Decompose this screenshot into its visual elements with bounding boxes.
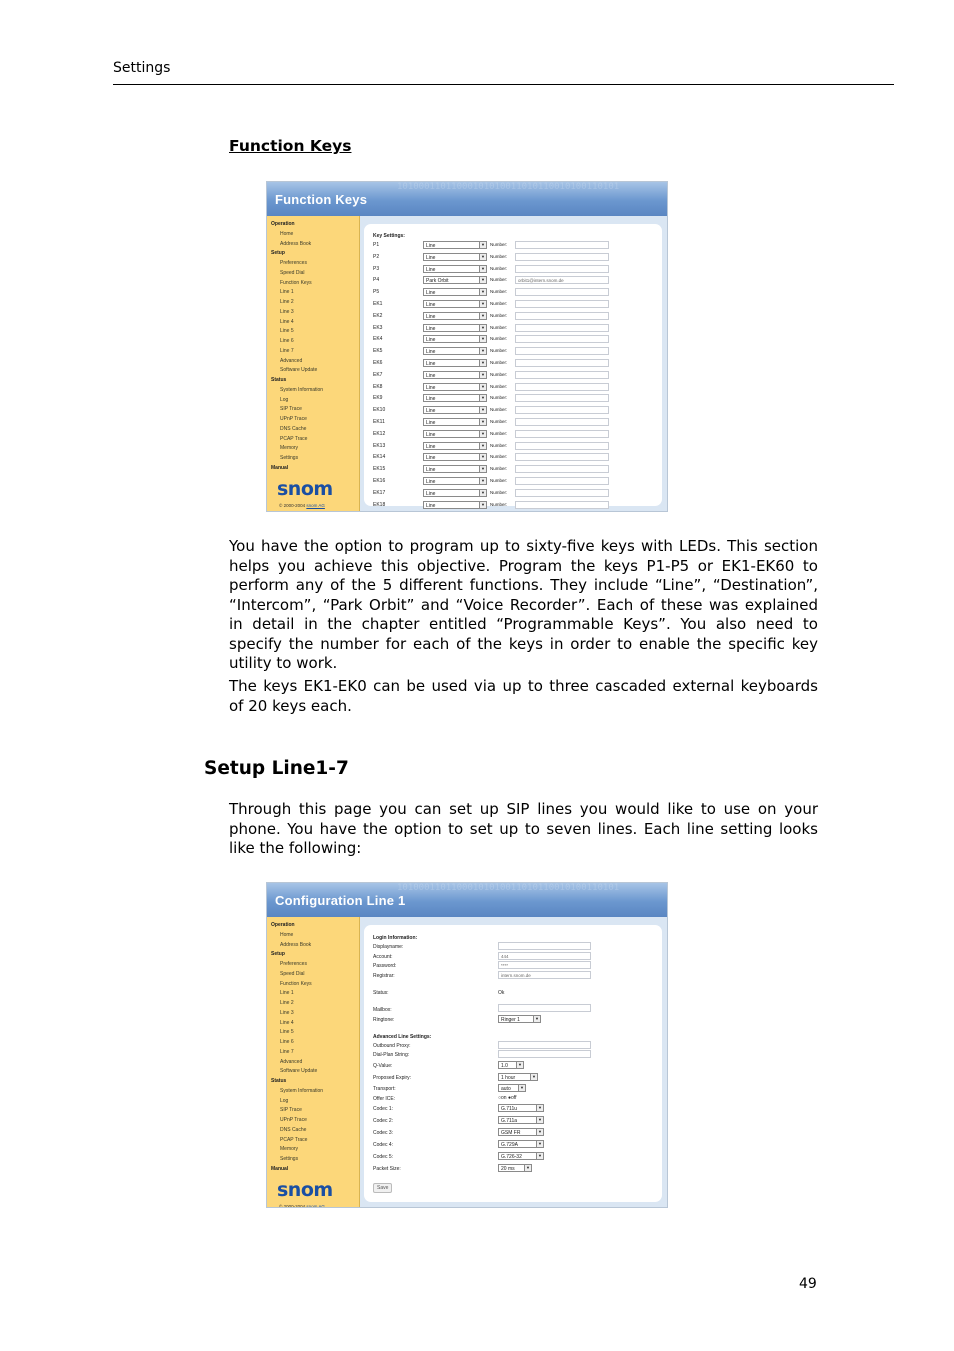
- sidebar-group-label: Manual: [271, 1165, 289, 1172]
- sidebar-item[interactable]: Line 4: [280, 1019, 294, 1026]
- sidebar-item[interactable]: Settings: [280, 455, 299, 461]
- number-label: Number:: [490, 360, 508, 365]
- copyright-text: [279, 1204, 325, 1209]
- key-name: P1: [373, 242, 380, 248]
- key-name: EK1: [373, 301, 383, 307]
- key-number-input[interactable]: [515, 300, 609, 308]
- sidebar-group-label: Status: [271, 1078, 287, 1084]
- number-label: Number:: [490, 253, 508, 259]
- key-type-select[interactable]: [423, 383, 487, 391]
- key-number-input[interactable]: [515, 465, 609, 473]
- sidebar-item[interactable]: Software Update: [280, 367, 318, 374]
- password-label: Password:: [373, 963, 397, 969]
- key-type-select[interactable]: [423, 406, 487, 414]
- screenshot-title: Function Keys: [275, 192, 368, 207]
- key-name: EK11: [373, 419, 385, 425]
- transport-select[interactable]: [498, 1084, 526, 1092]
- codec-5-value: G.726-32: [501, 1154, 522, 1160]
- key-settings-label: Key Settings:: [373, 233, 405, 239]
- screenshot-title-bar: [267, 883, 667, 917]
- sidebar-item[interactable]: DNS Cache: [280, 425, 307, 432]
- displayname-label: Displayname:: [373, 944, 404, 950]
- status-label: Status:: [373, 990, 389, 996]
- key-name: P5: [373, 289, 380, 296]
- screenshot-sidebar: [267, 917, 360, 1207]
- codec-1-select[interactable]: [498, 1104, 544, 1112]
- q-value: 1.0: [501, 1063, 508, 1069]
- dial-plan-input[interactable]: [498, 1050, 591, 1058]
- chevron-down-icon: ▼: [479, 466, 486, 472]
- sidebar-item[interactable]: Line 1: [280, 990, 294, 997]
- running-header: Settings: [113, 60, 171, 76]
- sidebar-item[interactable]: UPnP Trace: [280, 1117, 307, 1123]
- key-number-input[interactable]: [515, 453, 609, 461]
- key-name: EK14: [373, 454, 386, 461]
- function-keys-paragraph-1: You have the option to program up to sixty-five keys with LEDs. This section helps you achieve this objective. Program the keys P1-P5 or EK1-EK60 to perform any of the 5 different functions. They include “Line”, “Destination”, “Intercom”, “Park Orbit” and “Voice Recorder”. Each of these was explained in detail in the chapter entitled “Programmable Keys”. You also need to specify the number for each of the keys in order to enable the specific key utility to work.: [229, 537, 818, 672]
- key-type-value: Line: [426, 361, 436, 367]
- key-name: EK9: [373, 395, 383, 402]
- proposed-expiry-label: Proposed Expiry:: [373, 1075, 412, 1081]
- chevron-down-icon: ▼: [536, 1117, 543, 1123]
- sidebar-group-label: Status: [271, 377, 287, 383]
- chevron-down-icon: ▼: [479, 325, 486, 331]
- key-type-value: Line: [426, 443, 436, 450]
- chevron-down-icon: ▼: [479, 254, 486, 260]
- registrar-label: Registrar:: [373, 973, 395, 979]
- sidebar-item[interactable]: Advanced: [280, 1058, 303, 1065]
- screenshot-main: [360, 216, 667, 511]
- key-type-select[interactable]: [423, 265, 487, 273]
- chevron-down-icon: ▼: [479, 372, 486, 378]
- status-value: Ok: [498, 990, 505, 996]
- number-label: Number:: [490, 430, 508, 436]
- key-name: P4: [373, 277, 380, 284]
- sidebar-item[interactable]: Line 5: [280, 1029, 294, 1036]
- screenshot-main: [360, 917, 667, 1207]
- key-number-input[interactable]: [515, 501, 609, 509]
- advanced-settings-header: Advanced Line Settings:: [373, 1034, 432, 1040]
- displayname-input[interactable]: [498, 942, 591, 950]
- line-settings-panel: [364, 925, 662, 1202]
- sidebar-item[interactable]: Line 3: [280, 308, 294, 315]
- number-label: Number:: [490, 348, 508, 354]
- key-type-select[interactable]: [423, 335, 487, 343]
- chevron-down-icon: ▼: [536, 1105, 543, 1111]
- page-number: 49: [799, 1276, 817, 1292]
- mailbox-label: Mailbox:: [373, 1007, 392, 1013]
- login-info-header: Login Information:: [373, 935, 418, 941]
- key-type-select[interactable]: [423, 442, 487, 450]
- key-type-value: Line: [426, 455, 436, 462]
- key-type-select[interactable]: [423, 371, 487, 379]
- screenshot-title: Configuration Line 1: [275, 893, 406, 908]
- codec-3-value: GSM FR: [501, 1130, 521, 1136]
- sidebar-item[interactable]: Speed Dial: [280, 269, 305, 276]
- codec-3-select[interactable]: [498, 1128, 544, 1136]
- key-number-input[interactable]: [515, 406, 609, 414]
- offer-ice-radios[interactable]: ○on ●off: [498, 1095, 517, 1101]
- number-label: Number:: [490, 324, 508, 330]
- copyright-link[interactable]: snom AG: [306, 502, 325, 508]
- password-input[interactable]: ****: [498, 961, 591, 969]
- sidebar-item[interactable]: Line 6: [280, 338, 294, 344]
- key-type-value: Line: [426, 302, 436, 308]
- number-label: Number:: [490, 442, 508, 448]
- key-name: EK5: [373, 348, 383, 355]
- key-number-input[interactable]: [515, 418, 609, 426]
- key-name: EK18: [373, 501, 386, 508]
- codec-2-value: G.711a: [501, 1118, 518, 1124]
- key-type-value: Line: [426, 467, 436, 474]
- key-type-value: Line: [426, 420, 436, 426]
- chevron-down-icon: ▼: [479, 384, 486, 390]
- sidebar-item[interactable]: SIP Trace: [280, 1107, 302, 1114]
- number-label: Number:: [490, 336, 508, 342]
- offer-ice-on: on: [501, 1095, 507, 1101]
- codec-1-label: Codec 1:: [373, 1106, 394, 1112]
- sidebar-item[interactable]: Log: [280, 1097, 289, 1104]
- number-label: Number:: [490, 501, 508, 507]
- registrar-input[interactable]: intern.snom.de: [498, 971, 591, 979]
- transport-label: Transport:: [373, 1086, 396, 1092]
- key-type-select[interactable]: [423, 418, 487, 426]
- function-keys-paragraph-2: The keys EK1-EK0 can be used via up to three cascaded external keyboards of 20 keys each.: [229, 677, 818, 715]
- key-type-value: Line: [426, 479, 436, 485]
- sidebar-item[interactable]: Line 3: [280, 1009, 294, 1016]
- sidebar-item[interactable]: Preferences: [280, 260, 307, 266]
- codec-5-label: Codec 5:: [373, 1154, 394, 1160]
- sidebar-item[interactable]: Line 2: [280, 299, 294, 305]
- key-type-select[interactable]: [423, 241, 487, 249]
- key-type-value: Line: [426, 266, 436, 273]
- sidebar-group-label: Setup: [271, 250, 285, 257]
- key-name: EK12: [373, 430, 386, 437]
- key-settings-panel: [364, 224, 662, 509]
- sidebar-item[interactable]: PCAP Trace: [280, 1136, 308, 1143]
- key-type-select[interactable]: [423, 453, 487, 461]
- sidebar-item[interactable]: Address Book: [280, 941, 312, 948]
- copyright-year: © 2000-2004: [279, 502, 306, 508]
- number-label: Number:: [490, 407, 508, 413]
- sidebar-item[interactable]: Log: [280, 396, 289, 403]
- codec-3-label: Codec 3:: [373, 1130, 394, 1136]
- sidebar-item[interactable]: Home: [280, 931, 294, 938]
- setup-line-heading: Setup Line1-7: [204, 758, 349, 779]
- key-type-value: Line: [426, 431, 436, 438]
- q-value-select[interactable]: [498, 1061, 524, 1069]
- packet-size-select[interactable]: [498, 1164, 532, 1172]
- key-name: EK4: [373, 336, 383, 343]
- number-label: Number:: [490, 371, 508, 377]
- sidebar-item[interactable]: Line 4: [280, 318, 294, 325]
- chevron-down-icon: ▼: [479, 419, 486, 425]
- sidebar-item[interactable]: Line 1: [280, 289, 294, 296]
- copyright-year: © 2000-2004: [279, 1203, 306, 1208]
- chevron-down-icon: ▼: [479, 313, 486, 319]
- screenshot-title-bar: [267, 182, 667, 216]
- key-number-input[interactable]: [515, 383, 609, 391]
- chevron-down-icon: ▼: [479, 407, 486, 413]
- sidebar-item[interactable]: Function Keys: [280, 980, 312, 987]
- key-number-input[interactable]: [515, 371, 609, 379]
- sidebar-item[interactable]: Line 2: [280, 1000, 294, 1006]
- number-label: Number:: [490, 466, 508, 472]
- key-number-input[interactable]: [515, 430, 609, 438]
- account-input[interactable]: 444: [498, 952, 591, 960]
- key-number-input[interactable]: [515, 347, 609, 355]
- proposed-expiry-select[interactable]: [498, 1073, 538, 1081]
- chevron-down-icon: ▼: [536, 1141, 543, 1147]
- chevron-down-icon: ▼: [536, 1129, 543, 1135]
- number-label: Number:: [490, 395, 508, 401]
- codec-2-label: Codec 2:: [373, 1118, 394, 1124]
- offer-ice-off: off: [511, 1095, 517, 1101]
- title-bit-pattern: 10100011011000101010011010110010100110101: [397, 182, 620, 192]
- key-type-value: Line: [426, 408, 436, 415]
- function-keys-heading: Function Keys: [229, 137, 352, 155]
- key-type-value: Line: [426, 254, 436, 261]
- codec-4-value: G.729A: [501, 1142, 518, 1148]
- offer-ice-label: Offer ICE:: [373, 1096, 396, 1102]
- key-type-value: Line: [426, 325, 436, 332]
- key-type-select[interactable]: [423, 394, 487, 402]
- chevron-down-icon: ▼: [479, 454, 486, 460]
- key-name: P2: [373, 253, 380, 260]
- chevron-down-icon: ▼: [518, 1085, 525, 1091]
- key-type-select[interactable]: [423, 288, 487, 296]
- sidebar-group-label: Manual: [271, 464, 289, 471]
- codec-4-label: Codec 4:: [373, 1142, 394, 1148]
- outbound-proxy-input[interactable]: [498, 1041, 591, 1049]
- copyright-link[interactable]: snom AG: [306, 1203, 325, 1208]
- q-value-label: Q-Value:: [373, 1063, 393, 1069]
- key-type-value: Line: [426, 337, 436, 344]
- key-number-input[interactable]: [515, 312, 609, 320]
- key-number-input[interactable]: [515, 288, 609, 296]
- number-label: Number:: [490, 277, 508, 283]
- key-type-select[interactable]: [423, 430, 487, 438]
- header-rule: [113, 84, 894, 85]
- chevron-down-icon: ▼: [479, 266, 486, 272]
- chevron-down-icon: ▼: [479, 277, 486, 283]
- key-number-input[interactable]: [515, 477, 609, 485]
- ringtone-value: Ringer 1: [501, 1017, 520, 1023]
- codec-2-select[interactable]: [498, 1116, 544, 1124]
- key-type-select[interactable]: [423, 347, 487, 355]
- key-number-input[interactable]: [515, 442, 609, 450]
- key-type-select[interactable]: [423, 489, 487, 497]
- key-number-input[interactable]: [515, 324, 609, 332]
- number-label: Number:: [490, 383, 508, 389]
- setup-line-paragraph: Through this page you can set up SIP lines you would like to use on your phone. You have the option to set up to seven lines. Each line setting looks like the following:: [229, 800, 818, 857]
- packet-size-label: Packet Size:: [373, 1166, 401, 1172]
- key-number-input[interactable]: [515, 265, 609, 273]
- key-type-value: Park Orbit: [426, 278, 449, 285]
- chevron-down-icon: ▼: [479, 443, 486, 449]
- key-name: EK16: [373, 478, 386, 484]
- key-type-value: Line: [426, 349, 436, 356]
- chevron-down-icon: ▼: [516, 1062, 523, 1068]
- function-keys-screenshot: [266, 181, 668, 512]
- key-number-input[interactable]: [515, 335, 609, 343]
- key-number-input[interactable]: [515, 359, 609, 367]
- chevron-down-icon: ▼: [479, 301, 486, 307]
- key-type-value: Line: [426, 396, 436, 403]
- sidebar-item[interactable]: Line 7: [280, 1048, 294, 1055]
- ringtone-label: Ringtone:: [373, 1017, 395, 1023]
- key-number-input[interactable]: [515, 489, 609, 497]
- key-number-input[interactable]: [515, 394, 609, 402]
- key-type-select[interactable]: [423, 501, 487, 509]
- chevron-down-icon: ▼: [479, 502, 486, 508]
- transport-value: auto: [501, 1086, 511, 1092]
- number-label: Number:: [490, 419, 508, 424]
- key-name: EK7: [373, 371, 383, 378]
- chevron-down-icon: ▼: [479, 289, 486, 295]
- chevron-down-icon: ▼: [479, 348, 486, 354]
- number-label: Number:: [490, 454, 508, 460]
- codec-1-value: G.711u: [501, 1106, 518, 1112]
- key-type-value: Line: [426, 384, 436, 391]
- key-name: EK13: [373, 442, 386, 449]
- copyright-text: [279, 503, 325, 508]
- sidebar-item[interactable]: Line 7: [280, 347, 294, 354]
- chevron-down-icon: ▼: [479, 478, 486, 484]
- sidebar-item[interactable]: Address Book: [280, 240, 312, 247]
- codec-5-select[interactable]: [498, 1152, 544, 1160]
- proposed-expiry-value: 1 hour: [501, 1075, 516, 1081]
- key-type-select[interactable]: [423, 359, 487, 367]
- sidebar-group-label: Operation: [271, 922, 295, 928]
- key-type-value: Line: [426, 372, 436, 379]
- sidebar-item[interactable]: PCAP Trace: [280, 435, 308, 442]
- chevron-down-icon: ▼: [479, 490, 486, 496]
- key-name: EK10: [373, 407, 386, 414]
- sidebar-item[interactable]: System Information: [280, 1087, 324, 1094]
- key-name: EK8: [373, 383, 383, 390]
- sidebar-item[interactable]: Speed Dial: [280, 970, 305, 977]
- sidebar-item[interactable]: UPnP Trace: [280, 416, 307, 422]
- key-type-select[interactable]: [423, 300, 487, 308]
- key-type-value: Line: [426, 290, 436, 297]
- number-label: Number:: [490, 242, 508, 247]
- key-type-select[interactable]: [423, 253, 487, 261]
- key-name: EK15: [373, 466, 386, 473]
- configuration-line-screenshot: [266, 882, 668, 1208]
- sidebar-item[interactable]: System Information: [280, 386, 324, 393]
- key-type-value: Line: [426, 502, 436, 509]
- chevron-down-icon: ▼: [479, 242, 486, 248]
- key-type-value: Line: [426, 243, 436, 249]
- number-label: Number:: [490, 289, 508, 295]
- key-number-input[interactable]: [515, 241, 609, 249]
- sidebar-item[interactable]: Memory: [280, 445, 299, 452]
- codec-4-select[interactable]: [498, 1140, 544, 1148]
- screenshot-sidebar: [267, 216, 360, 511]
- key-type-value: Line: [426, 490, 436, 497]
- number-label: Number:: [490, 489, 508, 495]
- chevron-down-icon: ▼: [533, 1016, 540, 1022]
- account-label: Account:: [373, 954, 393, 960]
- sidebar-item[interactable]: Memory: [280, 1146, 299, 1153]
- key-type-value: Line: [426, 313, 436, 320]
- key-number-input[interactable]: orbit1@intern.snom.de: [515, 276, 609, 284]
- sidebar-group-label: Operation: [271, 221, 295, 227]
- chevron-down-icon: ▼: [536, 1153, 543, 1159]
- chevron-down-icon: ▼: [479, 395, 486, 401]
- sidebar-item[interactable]: DNS Cache: [280, 1126, 307, 1133]
- sidebar-item[interactable]: Function Keys: [280, 279, 312, 286]
- sidebar-item[interactable]: Settings: [280, 1156, 299, 1162]
- number-label: Number:: [490, 265, 508, 271]
- snom-logo: snom: [277, 1178, 333, 1201]
- key-type-select[interactable]: [423, 465, 487, 473]
- sidebar-item[interactable]: Line 5: [280, 328, 294, 335]
- key-type-select[interactable]: [423, 312, 487, 320]
- chevron-down-icon: ▼: [479, 360, 486, 366]
- chevron-down-icon: ▼: [524, 1165, 531, 1171]
- snom-logo: snom: [277, 477, 333, 500]
- title-bit-pattern: 10100011011000101010011010110010100110101: [397, 883, 620, 893]
- number-label: Number:: [490, 312, 508, 318]
- key-name: P3: [373, 265, 380, 272]
- sidebar-item[interactable]: Software Update: [280, 1068, 318, 1075]
- chevron-down-icon: ▼: [479, 336, 486, 342]
- number-label: Number:: [490, 301, 508, 306]
- number-label: Number:: [490, 478, 508, 483]
- sidebar-group-label: Setup: [271, 951, 285, 958]
- key-number-input[interactable]: [515, 253, 609, 261]
- dial-plan-label: Dial-Plan String:: [373, 1052, 410, 1058]
- key-name: EK17: [373, 489, 386, 496]
- packet-size-value: 20 ms: [501, 1166, 515, 1172]
- sidebar-item[interactable]: Preferences: [280, 961, 307, 967]
- key-name: EK6: [373, 360, 383, 366]
- ringtone-select[interactable]: [498, 1015, 541, 1023]
- key-type-select[interactable]: [423, 324, 487, 332]
- key-name: EK2: [373, 312, 383, 319]
- key-name: EK3: [373, 324, 383, 331]
- mailbox-input[interactable]: [498, 1004, 591, 1012]
- sidebar-item[interactable]: SIP Trace: [280, 406, 302, 413]
- sidebar-item[interactable]: Home: [280, 230, 294, 237]
- chevron-down-icon: ▼: [479, 431, 486, 437]
- chevron-down-icon: ▼: [530, 1074, 537, 1080]
- outbound-proxy-label: Outbound Proxy:: [373, 1043, 411, 1049]
- sidebar-item[interactable]: Advanced: [280, 357, 303, 364]
- key-type-select[interactable]: [423, 276, 487, 284]
- save-button[interactable]: Save: [373, 1183, 392, 1193]
- sidebar-item[interactable]: Line 6: [280, 1039, 294, 1045]
- key-type-select[interactable]: [423, 477, 487, 485]
